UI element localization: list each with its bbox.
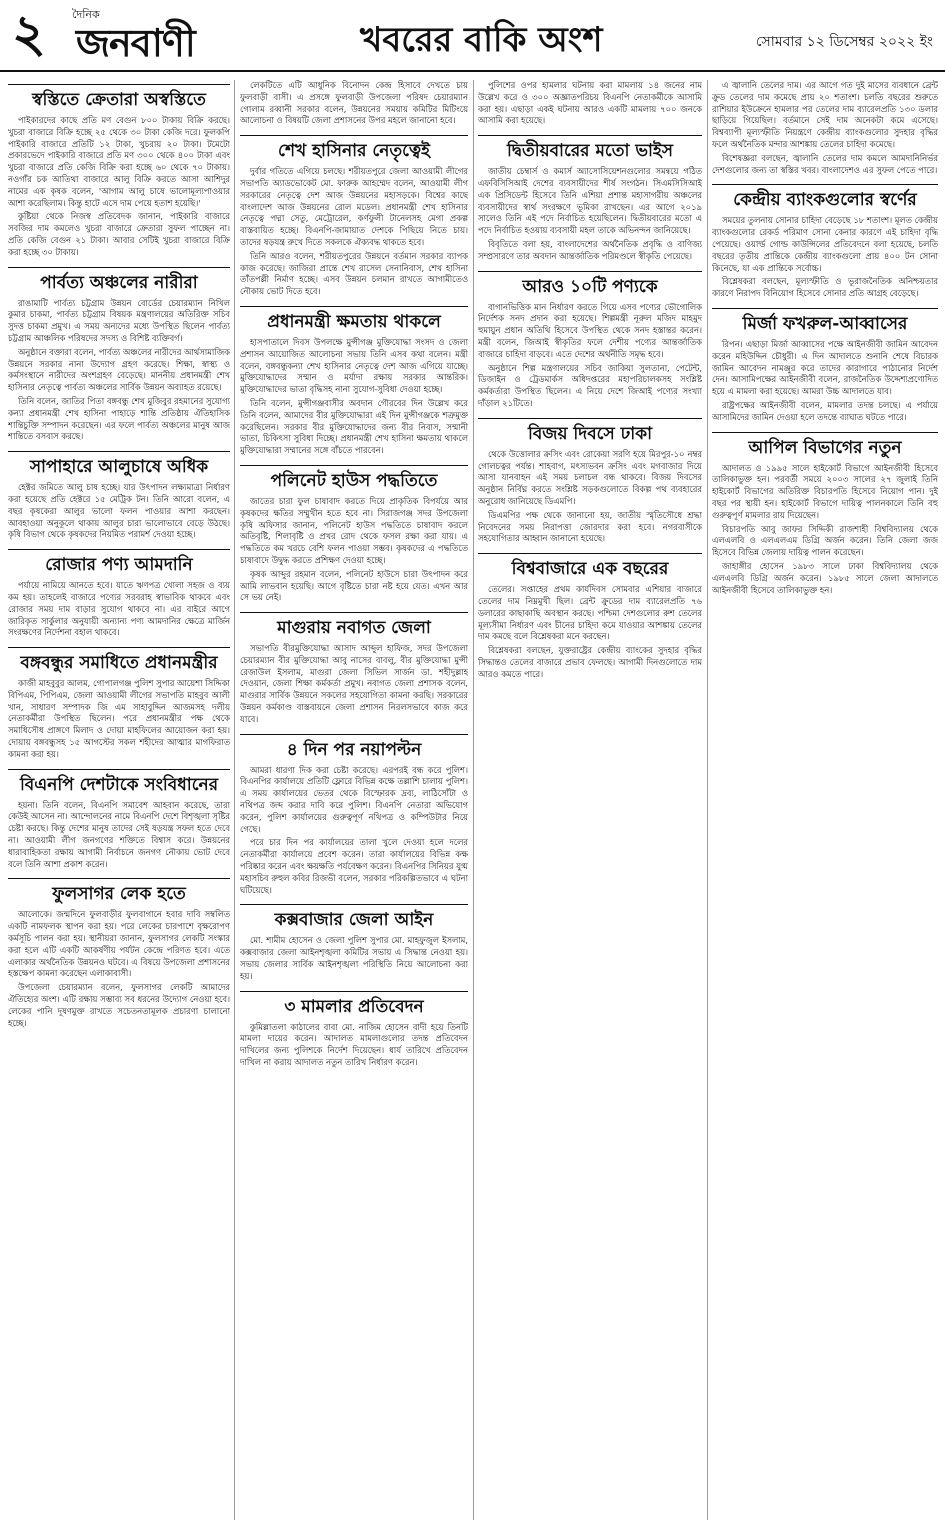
story-paragraph: হয়না। তিনি বলেন, বিএনপি সমাবেশ আহবান করেছে, তারা কেউই আসেন না। আন্দোলনের নামে বিএনপি দেশে বিশৃঙ্খলা সৃষ্টির চেষ্টা করছে। কিন্তু দেশের মানুষ তাদের সেই ষড়যন্ত্র সফল হতে দেবে না। আওয়ামী লীগ জনগণের শক্তিতে বিশ্বাস করে। উন্নয়নের ধারাবাহিকতা রক্ষায় আগামী নির্বাচনে জনগণ নৌকায় ভোট দেবে বলে তিনি আশা প্রকাশ করেন। (8, 799, 230, 869)
story-headline: মাগুরায় নবাগত জেলা (240, 612, 468, 639)
news-story (712, 432, 938, 597)
logo-prefix: দৈনিক (72, 8, 100, 21)
story-paragraph: পর্যায়ে নামিয়ে আনতে হবে। যাতে ঋণপত্র খোলা সহজ ও ব্যয় কম হয়। তাহলেই বাজারে পণ্যের সরবরাহ স্বাভাবিক থাকবে এবং রোজার সময় দাম বাড়ার সুযোগ থাকবে না। এর বাইরে আগে জারিকৃত সার্কুলার অনুযায়ী অন্যান্য পণ্য আমদানির ক্ষেত্রে মার্জিন সংরক্ষণের নির্দেশনা বহাল থাকবে। (8, 580, 230, 638)
story-headline: মির্জা ফখরুল-আব্বাসের (712, 308, 938, 335)
story-headline: শেখ হাসিনার নেতৃত্বেই (240, 135, 468, 162)
story-body (712, 80, 938, 176)
story-headline: বিএনপি দেশটাকে সংবিধানের (8, 769, 230, 796)
story-headline: পলিনেট হাউস পদ্ধতিতে (240, 465, 468, 492)
news-story (240, 465, 468, 604)
story-paragraph: উপজেলা চেয়ারম্যান বলেন, ফুলসাগর লেকটি আমাদের ঐতিহ্যের অংশ। এটি রক্ষায় সম্ভাব্য সব ধরনের উদ্যোগ নেওয়া হবে। লেকের পানি দূষণমুক্ত রাখতে সচেতনতামূলক প্রচারণা চালানো হচ্ছে। (8, 982, 230, 1028)
story-body (8, 298, 230, 444)
story-headline: কেন্দ্রীয় ব্যাংকগুলোর স্বর্ণের (712, 184, 938, 211)
news-story (240, 612, 468, 726)
story-paragraph: জাতীয় চেম্বার্স ও কমার্স অ্যাসোসিয়েশনগুলোর সমন্বয়ে গঠিত এফবিসিসিআই দেশের ব্যবসায়ীদের শীর্ষ সংগঠন। সিএমসিসিআই এক প্রিসিডেন্ট হিসেবে তিনি এশিয়া প্রশান্ত মহাসাগরীয় অঞ্চলের ব্যবসায়ীদের স্বার্থ সংরক্ষণে ভূমিকা রাখছেন। এর আগে ২০১৯ সালেও তিনি এই পদে নির্বাচিত হয়েছিলেন। দ্বিতীয়বারের মতো এ পদে নির্বাচিত হওয়ায় ব্যবসায়ী মহল তাকে অভিনন্দন জানিয়েছে। (478, 166, 702, 236)
story-body (240, 496, 468, 604)
news-story (240, 306, 468, 457)
story-headline: স্বস্তিতে ক্রেতারা অস্বস্তিতে (8, 84, 230, 111)
news-story (8, 451, 230, 541)
story-paragraph: বিশ্লেষকরা বলছেন, যুক্তরাষ্ট্রের কেন্দ্রীয় ব্যাংকের সুদহার বৃদ্ধির সিদ্ধান্তও তেলের বাজারে প্রভাব ফেলছে। আগামী দিনগুলোতে দাম আরও কমতে পারে। (478, 645, 702, 679)
story-paragraph: তিনি আরও বলেন, শরীয়তপুরের উন্নয়নে বর্তমান সরকার ব্যাপক কাজ করেছে। জাজিরা প্রান্তে শেখ রাসেল সেনানিবাস, শেখ হাসিনা তাঁতপল্লী নির্মাণ হচ্ছে। এসব উন্নয়ন চলমান রাখতে আগামীতেও নৌকায় ভোট দিতে হবে। (240, 250, 468, 297)
story-paragraph: কুমিল্লাতলা কাঠালের বাবা মো. নাজিম হোসেন বাদী হয়ে তিনটি মামলা দায়ের করেন। আদালত মামলাগুলোর তদন্ত প্রতিবেদন দাখিলের জন্য পুলিশকে নির্দেশ দিয়েছেন। ধার্য তারিখে প্রতিবেদন দাখিল না করায় আদালত নতুন তারিখ নির্ধারণ করেন। (240, 1021, 468, 1068)
story-paragraph: বিশেষজ্ঞরা বলছেন, জ্বালানি তেলের দাম কমলে আমদানিনির্ভর দেশগুলোর জন্য তা স্বস্তির খবর। বাংলাদেশও এর সুফল পেতে পারে। (712, 152, 938, 175)
news-story (478, 135, 702, 262)
story-body (240, 80, 468, 127)
story-paragraph: তেলের। সপ্তাহের প্রথম কার্যদিবস সোমবার এশিয়ার বাজারে তেলের দাম নিম্নমুখী ছিল। ব্রেন্ট ক্রুডের দাম ব্যারেলপ্রতি ৭৬ ডলারের কাছাকাছি অবস্থান করছে। পশ্চিমা দেশগুলোর রুশ তেলের মূল্যসীমা নির্ধারণ এবং চীনের চাহিদা কমে যাওয়ার আশঙ্কায় তেলের দাম কমছে বলে বিশ্লেষকরা মনে করছেন। (478, 584, 702, 642)
news-story (8, 769, 230, 871)
news-story (240, 80, 468, 127)
news-story (8, 267, 230, 444)
story-body (8, 580, 230, 639)
story-headline: ৩ মামলার প্রতিবেদন (240, 991, 468, 1018)
story-paragraph: হেক্টর জমিতে আলু চাষ হচ্ছে। যার উৎপাদন লক্ষ্যমাত্রা নির্ধারণ করা হয়েছে প্রতি হেক্টরে ১৫ মেট্রিক টন। তিনি আরো বলেন, এ বছর কৃষকেরা আলুর ভালো ফলন পাওয়ার আশা করছেন। আবহাওয়া অনুকূলে থাকায় আলুর চারা ভালোভাবে বেড়ে উঠছে। কৃষি বিভাগ থেকে কৃষকদের নিয়মিত পরামর্শ দেওয়া হচ্ছে। (8, 482, 230, 540)
newspaper-logo (72, 6, 242, 66)
story-paragraph: কাজী মাহবুবুর আলম, গোপালগঞ্জ পুলিশ সুপার আয়েশা সিদ্দিকা বিপিএম, পিপিএম, জেলা আওয়ামী লীগের সভাপতি মাহবুব আলী খান, সাধারণ সম্পাদক জি এম সাহাবুদ্দিন আজমসহ দলীয় নেতাকর্মীরা উপস্থিত ছিলেন। পরে প্রধানমন্ত্রীর পক্ষ থেকে সমাধিসৌধ প্রাঙ্গণে মিলাদ ও দোয়া মাহফিলের আয়োজন করা হয়। দোয়ায় বঙ্গবন্ধুসহ ১৫ আগস্টের সকল শহীদের আত্মার মাগফিরাত কামনা করা হয়। (8, 678, 230, 759)
masthead (0, 0, 945, 72)
news-story (240, 135, 468, 298)
column-2 (240, 80, 468, 1520)
column-rule (234, 80, 235, 1520)
story-body (478, 302, 702, 410)
story-body (478, 166, 702, 262)
story-headline: রোজার পণ্য আমদানি (8, 549, 230, 576)
story-body (8, 800, 230, 871)
logo-title: জনবাণী (76, 21, 195, 65)
story-paragraph: পুলিশের ওপর হামলার ঘটনায় করা মামলায় ১৪ জনের নাম উল্লেখ করে ও ৩০০ অজ্ঞাতপরিচয় বিএনপি নেতাকর্মীকে আসামি করা হয়। এছাড়া একই ঘটনায় আরও একটি মামলায় ৭০০ জনকে আসামি করা হয়েছে। (478, 80, 702, 126)
news-story (8, 647, 230, 761)
story-headline: প্রধানমন্ত্রী ক্ষমতায় থাকলে (240, 306, 468, 333)
story-paragraph: থেকে উত্তোলার ক্রসিং এবং রোকেয়া সরণি হয়ে মিরপুর-১০ নম্বর গোলচত্বর পর্যন্ত। শাহবাগ, মৎস্যভবন ক্রসিং এবং মগবাজার দিয়ে আসা যানবাহন এই সময় চলাচল বন্ধ থাকবে। বিজয় দিবসের অনুষ্ঠান নির্বিঘ্ন করতে সংশ্লিষ্ট সড়কগুলোতে বিকল্প পথ ব্যবহারের অনুরোধ জানিয়েছে ডিএমপি। (478, 448, 702, 506)
story-paragraph: এ জ্বালানি তেলের দাম। এর আগে গত দুই মাসের ব্যবধানে ব্রেন্ট ক্রুড তেলের দাম কমেছে প্রায় ২০ শতাংশ। চলতি বছরের শুরুতে রাশিয়ার ইউক্রেনে হামলার পর তেলের দাম ব্যারেলপ্রতি ১৩০ ডলার ছাড়িয়ে গিয়েছিল। বর্তমানে সেই দাম অনেকটা কমে এসেছে। বিশ্বব্যাপী মূল্যস্ফীতি নিয়ন্ত্রণে কেন্দ্রীয় ব্যাংকগুলোর সুদহার বৃদ্ধির ফলে অর্থনৈতিক মন্দার আশঙ্কায় তেলের চাহিদা কমেছে। (712, 80, 938, 149)
story-body (240, 337, 468, 457)
column-rule (473, 80, 474, 1520)
story-paragraph: লেকটিতে এটি আধুনিক বিনোদন কেন্দ্র হিসাবে দেখতে চায় ফুলবাড়ী বাসী। এ প্রসঙ্গে ফুলবাড়ী উপজেলা পরিষদ চেয়ারম্যান গোলাম রব্বানী সরকার বলেন, উন্নয়নের সময়ায় কমিটির মিটিংয়ে আলোচনা ও বিষয়টি জেলা প্রশাসনের উপর মহলে জানানো হবে। (240, 80, 468, 126)
story-paragraph: রিপন। এছাড়া মির্জা আব্বাসের পক্ষে আইনজীবী জামিন আবেদন করেন মহিউদ্দিন চৌধুরী। এ দিন আদালতে শুনানি শেষে বিচারক জামিন আবেদন নামঞ্জুর করে তাদের কারাগারে পাঠানোর নির্দেশ দেন। আসামিপক্ষের আইনজীবী বলেন, রাজনৈতিক উদ্দেশ্যপ্রণোদিত হয়ে এ মামলা করা হয়েছে। আমরা উচ্চ আদালতে যাব। (712, 338, 938, 397)
issue-date: সোমবার ১২ ডিসেম্বর ২০২২ ইং (755, 34, 933, 50)
news-story (8, 878, 230, 1029)
news-story (8, 549, 230, 639)
news-story (712, 308, 938, 424)
story-body (240, 166, 468, 298)
story-paragraph: বিচারপতি আবু জাফর সিদ্দিকী রাজশাহী বিশ্ববিদ্যালয় থেকে এলএলবি ও এলএলএম ডিগ্রি অর্জন করেন। তিনি জেলা জজ হিসেবে বিভিন্ন জেলায় দায়িত্ব পালন করেছেন। (712, 523, 938, 558)
news-story (8, 84, 230, 259)
story-paragraph: জাতের চারা ফুল চাষাবাদ করতে দিয়ে প্রাকৃতিক বিপর্যয়ে আর কৃষকদের ক্ষতির সম্মুখীন হতে হবে না। সিরাজগঞ্জ সদর উপজেলা কৃষি অফিসার জানান, পলিনেট হাউস পদ্ধতিতে চাষাবাদ করলে অতিবৃষ্টি, শিলাবৃষ্টি ও প্রখর রোদ থেকে ফসল রক্ষা করা যায়। এ পদ্ধতিতে কম খরচে বেশি ফলন পাওয়া সম্ভব। কৃষকদের এ পদ্ধতিতে চাষাবাদে উদ্বুদ্ধ করতে প্রশিক্ষণ দেওয়া হচ্ছে। (240, 495, 468, 565)
story-body (8, 482, 230, 541)
story-paragraph: তিনি বলেন, জাতির পিতা বঙ্গবন্ধু শেখ মুজিবুর রহমানের সুযোগ্য কন্যা প্রধানমন্ত্রী শেখ হাসিনা পাহাড়ে শান্তি প্রতিষ্ঠায় ঐতিহাসিক শান্তিচুক্তি সম্পাদন করেছেন। এর ফলে পার্বত্য অঞ্চলের মানুষ আজ শান্তিতে বসবাস করছে। (8, 395, 230, 442)
story-body (8, 678, 230, 761)
story-paragraph: বাগানভিত্তিক মান নির্ধারণ করতে গিয়ে এসব পণ্যের ভৌগোলিক নির্দেশক সনদ প্রদান করা হয়েছে। শিল্পমন্ত্রী নূরুল মজিদ মাহমুদ হুমায়ুন প্রধান অতিথি হিসেবে উপস্থিত থেকে সনদ হস্তান্তর করেন। মন্ত্রী বলেন, জিআই স্বীকৃতির ফলে দেশীয় পণ্যের আন্তর্জাতিক বাজারে চাহিদা বাড়বে। এতে দেশের অর্থনীতি সমৃদ্ধ হবে। (478, 301, 702, 359)
news-story (240, 991, 468, 1069)
news-story (478, 553, 702, 680)
story-headline: বিশ্ববাজারে এক বছরের (478, 553, 702, 580)
story-paragraph: তিনি বলেন, মুন্সীগঞ্জবাসীর অবদান গৌরবের দিন উল্লেখ করে তিনি বলেন, আমাদের বীর মুক্তিযোদ্ধারা এই দিন মুন্সীগঞ্জকে শত্রুমুক্ত করেছিলেন। সরকার বীর মুক্তিযোদ্ধাদের জন্য বীর নিবাস, সম্মানী ভাতা, চিকিৎসা সুবিধা দিচ্ছে। প্রধানমন্ত্রী শেখ হাসিনা ক্ষমতায় থাকলে মুক্তিযোদ্ধারা সম্মানের সঙ্গে বাঁচতে পারবেন। (240, 397, 468, 456)
column-rule (707, 80, 708, 1520)
story-paragraph: মো. শামীম হোসেন ও জেলা পুলিশ সুপার মো. মাহফুজুল ইসলাম, কক্সবাজার জেলা আইনশৃঙ্খলা কমিটির সভায় এ সিদ্ধান্ত নেওয়া হয়। সভায় জেলার সার্বিক আইনশৃঙ্খলা পরিস্থিতি নিয়ে আলোচনা করা হয়। (240, 935, 468, 981)
story-paragraph: আলোকে। জন্মদিনে ফুলবাড়ীর ফুলবাগানে হবার দাবি সম্বলিত একটি নামফলক স্থাপন করা হয়। পরে লেকের চারপাশে বৃক্ষরোপণ কর্মসূচি পালন করা হয়। স্থানীয়রা জানান, ফুলসাগর লেকটি সংস্কার করা হলে এটি একটি আকর্ষণীয় পর্যটন কেন্দ্রে পরিণত হবে। এতে এলাকার অর্থনৈতিক উন্নয়নও ঘটবে। এ বিষয়ে উপজেলা প্রশাসনের হস্তক্ষেপ কামনা করেছেন এলাকাবাসী। (8, 909, 230, 979)
story-paragraph: বিবৃতিতে বলা হয়, বাংলাদেশের অর্থনৈতিক প্রবৃদ্ধি ও বাণিজ্য সম্প্রসারণে তার অবদান আন্তর্জাতিক পরিমণ্ডলে স্বীকৃতি পেয়েছে। (478, 238, 702, 261)
story-body (8, 909, 230, 1029)
story-paragraph: পরে চার দিন পর কার্যালয়ের তালা খুলে দেওয়া হলে দলের নেতাকর্মীরা কার্যালয়ে প্রবেশ করেন। তারা কার্যালয়ের বিভিন্ন কক্ষ পরিষ্কার করেন এবং ক্ষয়ক্ষতি পর্যবেক্ষণ করেন। বিএনপির সিনিয়র যুগ্ম মহাসচিব রুহুল কবির রিজভী বলেন, সরকার পরিকল্পিতভাবে এ ঘটনা ঘটিয়েছে। (240, 837, 468, 895)
news-story (478, 418, 702, 545)
story-paragraph: অনুষ্ঠানে শিল্প মন্ত্রণালয়ের সচিব জাকিয়া সুলতানা, পেটেন্ট, ডিজাইন ও ট্রেডমার্কস অধিদপ্তরের মহাপরিচালকসহ সংশ্লিষ্ট কর্মকর্তারা উপস্থিত ছিলেন। এ নিয়ে দেশে জিআই পণ্যের সংখ্যা দাঁড়াল ২১টিতে। (478, 362, 702, 408)
story-headline: দ্বিতীয়বারের মতো ভাইস (478, 135, 702, 162)
story-paragraph: কুষ্টিয়া থেকে নিজস্ব প্রতিবেদক জানান, পাইকারি বাজারে সবজির দাম কমলেও খুচরা বাজারে ক্রেতারা সুফল পাচ্ছেন না। প্রতি কেজি বেগুন ২১ টাকা। আবার সেটিই খুচরা বাজারে বিক্রি করা হচ্ছে ৩০ টাকায়। (8, 211, 230, 257)
column-1 (8, 80, 230, 1520)
story-paragraph: কৃষক আব্দুর রহমান বলেন, পলিনেট হাউসে চারা উৎপাদন করে আমি লাভবান হয়েছি। আগে বৃষ্টিতে চারা নষ্ট হয়ে যেত। এখন আর সে ভয় নেই। (240, 568, 468, 603)
news-story (478, 271, 702, 410)
story-body (712, 339, 938, 424)
story-headline: কক্সবাজার জেলা আইন (240, 904, 468, 931)
story-body (478, 449, 702, 545)
story-paragraph: ডিএমপির পক্ষ থেকে জানানো হয়, জাতীয় স্মৃতিসৌধে শ্রদ্ধা নিবেদনের সময় নিরাপত্তা জোরদার করা হবে। নগরবাসীকে সহযোগিতার আহ্বান জানানো হয়েছে। (478, 509, 702, 544)
story-paragraph: হাসপাতালে দিবস উপলক্ষে মুন্সীগঞ্জ মুক্তিযোদ্ধা সংসদ ও জেলা প্রশাসন আয়োজিত আলোচনা সভায় তিনি এসব কথা বলেন। মন্ত্রী বলেন, বঙ্গবন্ধুকন্যা শেখ হাসিনার নেতৃত্বে দেশ আজ এগিয়ে যাচ্ছে। মুক্তিযোদ্ধাদের সম্মান ও মর্যাদা রক্ষায় সরকার আন্তরিক। মুক্তিযোদ্ধাদের ভাতা বৃদ্ধিসহ নানা সুযোগ-সুবিধা দেওয়া হচ্ছে। (240, 336, 468, 395)
story-paragraph: পাইকারদের কাছে প্রতি মণ বেগুন ৮০০ টাকায় বিক্রি করছে। খুচরা বাজারে বিক্রি হচ্ছে ২৫ থেকে ৩০ টাকা কেজি দরে। ফুলকপি পাইকারি বাজারে প্রতিটি ১২ টাকা, খুচরায় ২০ টাকা। টমেটো প্রকারভেদে পাইকারি বাজারে প্রতি মণ ৩০০ থেকে ৪০০ টাকা এবং খুচরা বাজারে প্রতি কেজি বিক্রি করা হচ্ছে ৬০ থেকে ৭০ টাকায়। নওগাঁর চক আতিথা বাজারে আলু বিক্রি করতে আসা আশিদুর নামের এক কৃষক বলেন, 'আগাম আলু চাষে ভালোমূল্যপাওয়ার আশা করেছিলাম। কিন্তু হাটে এসে দাম পেয়ে হতাশ হয়েছি।' (8, 115, 230, 208)
story-body (712, 215, 938, 300)
story-paragraph: জাহাঙ্গীর হোসেন ১৯৮৩ সালে ঢাকা বিশ্ববিদ্যালয় থেকে এলএলবি ডিগ্রি অর্জন করেন। ১৯৮৫ সালে জেলা আদালতে আইনজীবী হিসেবে তালিকাভুক্ত হন। (712, 560, 938, 595)
story-paragraph: সময়ের তুলনায় সোনার চাহিদা বেড়েছে ১৮ শতাংশ। মূলত কেন্দ্রীয় ব্যাংকগুলোর রেকর্ড পরিমাণ সোনা কেনার কারণে এই চাহিদা বৃদ্ধি পেয়েছে। ওয়ার্ল্ড গোল্ড কাউন্সিলের প্রতিবেদনে বলা হয়েছে, চলতি বছরের তৃতীয় প্রান্তিকে কেন্দ্রীয় ব্যাংকগুলো প্রায় ৪০০ টন সোনা কিনেছে, যা এক প্রান্তিকে সর্বোচ্চ। (712, 215, 938, 273)
news-story (712, 80, 938, 176)
column-3 (478, 80, 702, 1520)
story-body (240, 643, 468, 726)
story-paragraph: অনুষ্ঠানে বক্তারা বলেন, পার্বত্য অঞ্চলের নারীদের আর্থসামাজিক উন্নয়নে সরকার নানা উদ্যোগ গ্রহণ করেছে। শিক্ষা, স্বাস্থ্য ও কর্মসংস্থানে নারীদের অংশগ্রহণ বেড়েছে। মাননীয় প্রধানমন্ত্রী শেখ হাসিনার নেতৃত্বে পার্বত্য অঞ্চলের সার্বিক উন্নয়ন অব্যাহত রয়েছে। (8, 346, 230, 393)
story-headline: বঙ্গবন্ধুর সমাধিতে প্রধানমন্ত্রীর (8, 647, 230, 674)
story-headline: ফুলসাগর লেক হতে (8, 878, 230, 905)
story-body (712, 463, 938, 597)
page-number: ২ (12, 4, 46, 64)
story-headline: ৪ দিন পর নয়াপল্টন (240, 734, 468, 761)
news-story (240, 734, 468, 897)
news-story (712, 184, 938, 300)
story-headline: বিজয় দিবসে ঢাকা (478, 418, 702, 445)
story-body (478, 584, 702, 680)
story-body (240, 765, 468, 897)
story-body (240, 935, 468, 982)
section-title: খবরের বাকি অংশ (360, 20, 603, 60)
story-body (8, 115, 230, 259)
story-paragraph: রাঙামাটি পার্বত্য চট্টগ্রাম উন্নয়ন বোর্ডের চেয়ারম্যান নিখিল কুমার চাকমা, পার্বত্য চট্টগ্রাম বিষয়ক মন্ত্রণালয়ের অতিরিক্ত সচিব সুদত্ত চাকমা প্রমুখ। এ সময় অন্যদের মধ্যে উপস্থিত ছিলেন পার্বত্য চট্টগ্রাম আঞ্চলিক পরিষদের সদস্য ও বিশিষ্ট ব্যক্তিবর্গ। (8, 297, 230, 343)
story-body (478, 80, 702, 127)
story-headline: সাপাহারে আলুচাষে অধিক (8, 451, 230, 478)
story-paragraph: আদালত ও ১৯৯৫ সালে হাইকোর্ট বিভাগে আইনজীবী হিসেবে তালিকাভুক্ত হন। পরবর্তী সময়ে ২০০৩ সালের ২৭ জুলাই তিনি হাইকোর্ট বিভাগের অতিরিক্ত বিচারপতি হিসেবে নিয়োগ পান। দুই বছর পর স্থায়ী হন। হাইকোর্ট বিভাগে দায়িত্ব পালনকালে তিনি বহু গুরুত্বপূর্ণ মামলার রায় দিয়েছেন। (712, 462, 938, 520)
story-paragraph: বিশ্লেষকরা বলছেন, মূল্যস্ফীতি ও ভূরাজনৈতিক অনিশ্চয়তার কারণে নিরাপদ বিনিয়োগ হিসেবে সোনার প্রতি আগ্রহ বেড়েছে। (712, 276, 938, 299)
story-paragraph: দুর্বার গতিতে এগিয়ে চলছে। শরীয়তপুরে জেলা আওয়ামী লীগের সভাপতি অ্যাডভোকেট মো. ফারুক আহম্মেদ বলেন, আওয়ামী লীগ সরকারের নেতৃত্বে দেশ আজ উন্নয়নের মহাসড়কে। বিশ্বের কাছে বাংলাদেশ আজ উন্নয়নের রোল মডেল। প্রধানমন্ত্রী শেখ হাসিনার নেতৃত্বে পদ্মা সেতু, মেট্রোরেল, কর্ণফুলী টানেলসহ মেগা প্রকল্প বাস্তবায়িত হচ্ছে। বিএনপি-জামায়াত দেশকে পিছিয়ে নিতে চায়। তাদের ষড়যন্ত্র রুখে দিতে সকলকে ঐক্যবদ্ধ থাকতে হবে। (240, 166, 468, 247)
story-headline: পার্বত্য অঞ্চলের নারীরা (8, 267, 230, 294)
story-headline: আরও ১০টি পণ্যকে (478, 271, 702, 298)
news-story (240, 904, 468, 982)
story-headline: আপিল বিভাগের নতুন (712, 432, 938, 459)
story-paragraph: রাষ্ট্রপক্ষের আইনজীবী বলেন, মামলার তদন্ত চলছে। এ পর্যায়ে আসামিদের জামিন দেওয়া হলে তদন্তে ব্যাঘাত ঘটতে পারে। (712, 399, 938, 422)
story-body (240, 1022, 468, 1069)
column-4 (712, 80, 938, 1520)
story-paragraph: আমরা ধারণা দিক করা চেষ্টা করেছে। এরপরই বন্ধ করে পুলিশ। বিএনপির কার্যালয়ে প্রতিটি ফ্লোরে বিভিন্ন কক্ষে তল্লাশি চালায় পুলিশ। এ সময় কার্যালয়ের ভেতর থেকে বিস্ফোরক দ্রব্য, লাঠিসোঁটা ও নথিপত্র জব্দ করার দাবি করে পুলিশ। বিএনপি নেতারা অভিযোগ করেন, পুলিশ কার্যালয়ের গুরুত্বপূর্ণ নথিপত্র ও কম্পিউটার নিয়ে গেছে। (240, 764, 468, 834)
story-paragraph: সভাপতি বীরমুক্তিযোদ্ধা আসাদ আব্দুল হাফিজ, সদর উপজেলা চেয়ারম্যান বীর মুক্তিযোদ্ধা আবু নাসের বাবলু, বীর মুক্তিযোদ্ধা মুন্সী রেজাউল ইসলাম, মাগুরা জেলা সিভিল সার্জন ডা. শহীদুল্লাহ দেওয়ান, জেলা শিক্ষা কর্মকর্তা প্রমুখ। নবাগত জেলা প্রশাসক বলেন, মাগুরার সার্বিক উন্নয়নে সকলের সহযোগিতা কামনা করছি। সরকারের উন্নয়ন কর্মকাণ্ড বাস্তবায়নে জেলা প্রশাসন নিরলসভাবে কাজ করে যাবে। (240, 643, 468, 724)
news-story (478, 80, 702, 127)
